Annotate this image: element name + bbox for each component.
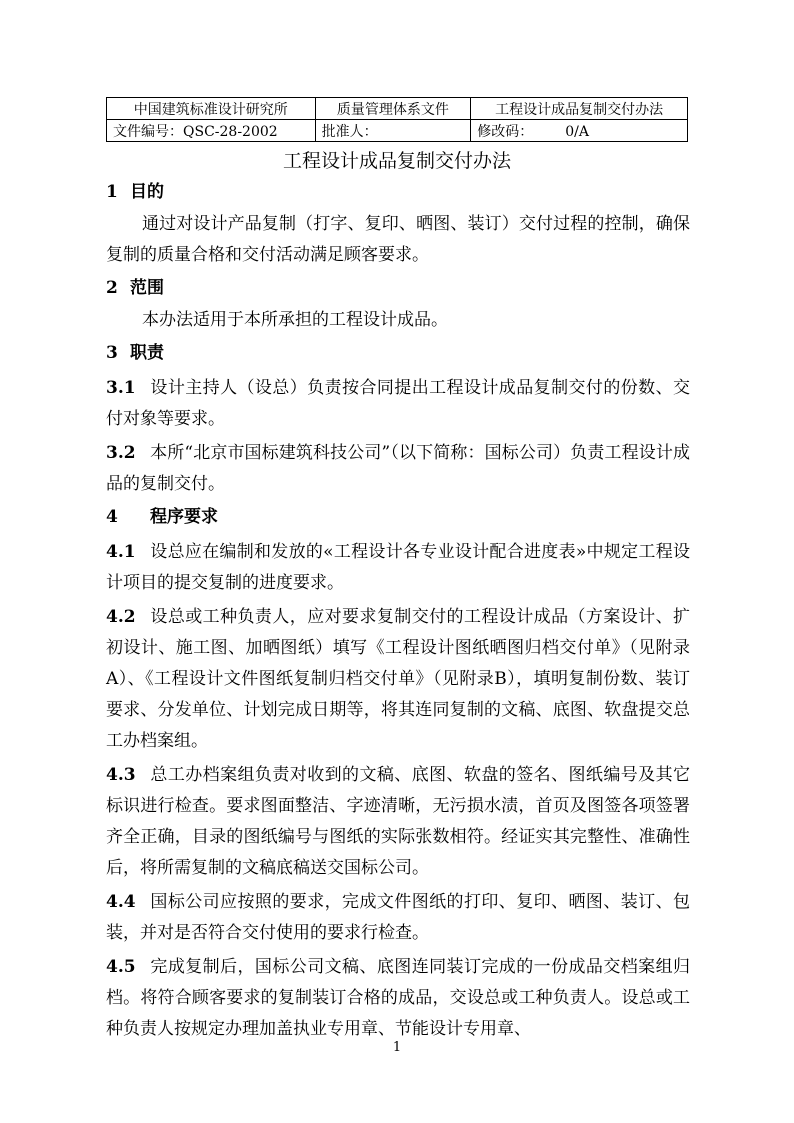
header-table: [106, 97, 688, 142]
item-text: 设总或工种负责人，应对要求复制交付的工程设计成品（方案设计、扩初设计、施工图、加晒图纸）填写《工程设计图纸晒图归档交付单》（见附录A）、《工程设计文件图纸复制归档交付单》（见附录B），填明复制份数、装订要求、分发单位、计划完成日期等，将其连同复制的文稿、底图、软盘提交总工办档案组。: [106, 607, 690, 751]
section-number: 3: [106, 343, 118, 363]
revision-cell: [471, 120, 688, 142]
file-number-label: 文件编号：: [113, 123, 183, 140]
file-number-cell: [107, 120, 316, 142]
scope-paragraph: 本办法适用于本所承担的工程设计成品。: [142, 310, 448, 330]
list-item: [106, 760, 690, 884]
item-number: 4.2: [106, 607, 136, 627]
item-text: 本所“北京市国标建筑科技公司”（以下简称：国标公司）负责工程设计成品的复制交付。: [106, 443, 690, 494]
doc-name: 工程设计成品复制交付办法: [471, 98, 688, 120]
item-text: 总工办档案组负责对收到的文稿、底图、软盘的签名、图纸编号及其它标识进行检查。要求图面整洁、字迹清晰，无污损水渍，首页及图签各项签署齐全正确，目录的图纸编号与图纸的实际张数相符。经证实其完整性、准确性后，将所需复制的文稿底稿送交国标公司。: [106, 765, 690, 878]
document-body: [106, 175, 690, 1045]
section-heading: [106, 500, 690, 534]
section-title: 目的: [130, 182, 164, 202]
org-name: 中国建筑标准设计研究所: [107, 98, 316, 120]
item-number: 4.1: [106, 542, 136, 562]
list-item: [106, 952, 690, 1045]
section-number: 4: [106, 507, 118, 527]
section-number: 1: [106, 182, 118, 202]
revision-label: 修改码：: [477, 123, 534, 140]
section-title: 程序要求: [150, 507, 218, 527]
list-item: [106, 887, 690, 949]
list-item: [106, 373, 690, 435]
item-number: 4.4: [106, 892, 136, 912]
section-heading: [106, 271, 690, 305]
section-heading: [106, 336, 690, 370]
section-number: 2: [106, 278, 118, 298]
item-text: 设计主持人（设总）负责按合同提出工程设计成品复制交付的份数、交付对象等要求。: [106, 378, 690, 429]
system-name: 质量管理体系文件: [315, 98, 471, 120]
revision-code: 0/A: [565, 123, 589, 140]
item-text: 完成复制后，国标公司文稿、底图连同装订完成的一份成品交档案组归档。将符合顾客要求的复制装订合格的成品，交设总或工种负责人。设总或工种负责人按规定办理加盖执业专用章、节能设计专用章、: [106, 957, 690, 1039]
section-heading: [106, 175, 690, 209]
header-row-1: [107, 98, 688, 120]
section-title: 职责: [130, 343, 164, 363]
file-number: QSC-28-2002: [183, 123, 278, 140]
page-number: 1: [392, 1040, 402, 1055]
item-number: 3.2: [106, 443, 136, 463]
list-item: [106, 602, 690, 757]
header-row-2: [107, 120, 688, 142]
item-number: 4.5: [106, 957, 136, 977]
document-title: 工程设计成品复制交付办法: [282, 150, 511, 172]
item-text: 国标公司应按照的要求，完成文件图纸的打印、复印、晒图、装订、包装，并对是否符合交付使用的要求行检查。: [106, 892, 690, 943]
list-item: [106, 438, 690, 500]
approver-label: 批准人：: [321, 123, 378, 140]
approver-cell: [315, 120, 471, 142]
item-number: 3.1: [106, 378, 136, 398]
purpose-paragraph: 通过对设计产品复制（打字、复印、晒图、装订）交付过程的控制，确保复制的质量合格和交付活动满足顾客要求。: [106, 214, 690, 265]
list-item: [106, 537, 690, 599]
item-number: 4.3: [106, 765, 136, 785]
section-title: 范围: [130, 278, 164, 298]
item-text: 设总应在编制和发放的«工程设计各专业设计配合进度表»中规定工程设计项目的提交复制的进度要求。: [106, 542, 690, 593]
